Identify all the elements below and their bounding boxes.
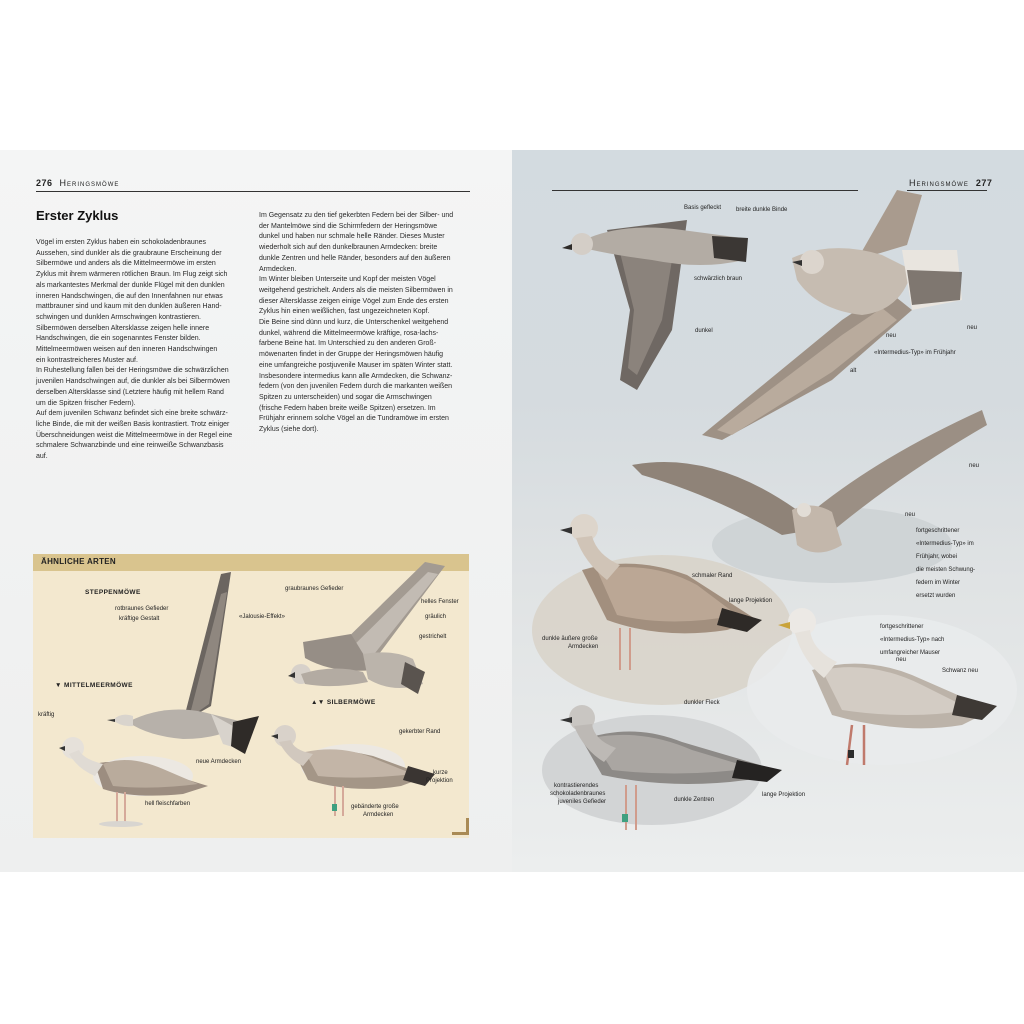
label-basis-gefleckt: Basis gefleckt bbox=[684, 205, 722, 211]
body-text-line: (frische Federn haben breite weiße Spitzen) ersetzen. Im bbox=[259, 404, 436, 412]
label-intermedius-fruehjahr: «Intermedius-Typ» im Frühjahr bbox=[874, 350, 956, 356]
label-gebaenderte: gebänderte große bbox=[351, 804, 399, 810]
body-text-line: inneren Handschwingen, die auf den Innenfahnen nur etwas bbox=[36, 292, 223, 300]
body-text-line: Insbesondere intermedius kann alle Armdecken, die Schwanz- bbox=[259, 372, 453, 380]
body-text-line: dunkel, während die Mittelmeermöwe kräftige, rosa-lachs- bbox=[259, 329, 439, 337]
box-corner-mark bbox=[452, 818, 469, 835]
body-text-line: juvenilen Handschwingen auf, die dunkler als bei Silbermöwen bbox=[36, 378, 230, 386]
similar-species-title: ÄHNLICHE ARTEN bbox=[41, 557, 117, 566]
body-text-line: federn (von den juvenilen Federn durch die markanten weißen bbox=[259, 383, 453, 391]
caption-line: «Intermedius-Typ» im bbox=[916, 541, 974, 547]
caption-line: ersetzt wurden bbox=[916, 593, 956, 599]
caption-line: die meisten Schwung- bbox=[916, 567, 976, 573]
label-gekerbter-rand: gekerbter Rand bbox=[399, 729, 441, 735]
label-kontrast-3: juveniles Gefieder bbox=[558, 799, 607, 805]
label-lange-projektion-1: lange Projektion bbox=[729, 598, 773, 604]
body-text-line: um die Spitzen frischer Federn). bbox=[36, 399, 136, 407]
label-lange-projektion-2: lange Projektion bbox=[762, 792, 806, 798]
book-spread bbox=[0, 150, 1024, 872]
body-text-line: Armdecken. bbox=[259, 265, 297, 273]
right-running-title: Heringsmöwe bbox=[909, 178, 969, 188]
body-text-line: auf. bbox=[36, 453, 48, 461]
body-text-line: farbene Beine hat. Im Unterschied zu den anderen Groß- bbox=[259, 340, 437, 348]
right-page-illustration bbox=[512, 150, 1024, 872]
body-text-line: dunkel und haben nur schmale helle Ränder. Dieses Muster bbox=[259, 233, 445, 241]
label-rotbraunes: rotbraunes Gefieder bbox=[115, 606, 169, 612]
similar-species-illustration bbox=[33, 554, 469, 838]
body-text-line: weitgehend gestrichelt. Anders als die meisten Silbermöwen in bbox=[259, 286, 453, 294]
left-running-head bbox=[36, 178, 119, 188]
caption-line: federn im Winter bbox=[916, 580, 961, 586]
label-silbermoewe: ▲▼ SILBERMÖWE bbox=[311, 699, 376, 706]
caption-line: «Intermedius-Typ» nach bbox=[880, 637, 945, 643]
body-text-line: als markantestes Merkmal der dunkle Flügel mit den dunklen bbox=[36, 281, 225, 289]
silbermoewe-standing-bird bbox=[271, 725, 435, 816]
body-text-line: mattbrauner sind und kaum mit den dunklen äußeren Hand- bbox=[36, 303, 222, 311]
label-schwanz-neu: Schwanz neu bbox=[942, 668, 979, 674]
body-text-line: ein kontrastreicheres Muster auf. bbox=[36, 356, 138, 364]
body-text-line: derselben Altersklasse sind (Letztere häufig mit hellem Rand bbox=[36, 388, 224, 396]
body-text-line: In Ruhestellung fallen bei der Heringsmöwe die schwärzlichen bbox=[36, 367, 229, 375]
label-kraeftig: kräftig bbox=[38, 712, 55, 718]
body-text-line: Zyklus (siehe dort). bbox=[259, 426, 319, 434]
label-graeulich: gräulich bbox=[425, 614, 447, 620]
label-armdecken: Armdecken bbox=[363, 812, 394, 818]
caption-line: fortgeschrittener bbox=[880, 624, 924, 630]
body-text-line: Silbermöwe und anders als die Mittelmeermöwe im ersten bbox=[36, 260, 216, 268]
label-projektion: Projektion bbox=[426, 778, 453, 784]
text-column-1 bbox=[36, 238, 250, 463]
right-page bbox=[512, 150, 1024, 872]
label-dunkle-zentren: dunkle Zentren bbox=[674, 797, 715, 803]
label-neue-armdecken: neue Armdecken bbox=[196, 759, 242, 765]
body-text-line: Mittelmeermöwen weisen auf den inneren Handschwingen bbox=[36, 346, 218, 354]
body-text-line: Zyklus mit ihrem wärmeren rötlichen Braun. Im Flug zeigt sich bbox=[36, 271, 228, 279]
label-kontrast-1: kontrastierendes bbox=[554, 783, 599, 789]
body-text-line: möwenarten findet in der Gruppe der Heringsmöwen häufig bbox=[259, 351, 444, 359]
label-steppenmoewe: STEPPENMÖWE bbox=[85, 589, 141, 596]
body-text-line: dieser Altersklasse zeigen einige Vögel zum Ende des ersten bbox=[259, 297, 449, 305]
label-neu-3: neu bbox=[969, 463, 980, 469]
body-text-line: Überschneidungen weist die Mittelmeermöwe in der Regel eine bbox=[36, 431, 233, 439]
body-text-line: Vögel im ersten Zyklus haben ein schokoladenbraunes bbox=[36, 239, 207, 246]
label-dunkler-fleck: dunkler Fleck bbox=[684, 700, 720, 706]
label-jalousie: «Jalousie-Effekt» bbox=[239, 614, 285, 620]
body-text-line: Die Beine sind dünn und kurz, die Unterschenkel weitgehend bbox=[259, 319, 449, 327]
label-kurze: kurze bbox=[433, 770, 448, 776]
caption-line: fortgeschrittener bbox=[916, 528, 960, 534]
caption-line: umfangreicher Mauser bbox=[880, 650, 941, 656]
body-text-line: liche Binde, die mit der weißen Basis kontrastiert. Trotz einiger bbox=[36, 420, 230, 428]
body-text-line: schmalere Schwanzbinde und eine reinweiße Schwanzbasis bbox=[36, 442, 224, 450]
left-running-title: Heringsmöwe bbox=[59, 178, 120, 188]
body-text-line: Spitzen zu unterscheiden) und sogar die Armschwingen bbox=[259, 393, 432, 401]
body-text-line: schwingen und dunklen Armschwingen kontrastieren. bbox=[36, 313, 201, 321]
label-schwaerzlich-braun: schwärzlich braun bbox=[694, 276, 743, 282]
label-mittelmeermoewe: ▼ MITTELMEERMÖWE bbox=[55, 682, 133, 689]
label-neu-2: neu bbox=[967, 325, 978, 331]
label-fortgeschritten-1 bbox=[916, 522, 975, 606]
body-text-line: Im Gegensatz zu den tief gekerbten Federn bei der Silber- und bbox=[259, 212, 454, 219]
label-breite-dunkle-binde: breite dunkle Binde bbox=[736, 207, 788, 213]
caption-line: Frühjahr, wobei bbox=[916, 554, 958, 560]
standing-gull-juvenile-2 bbox=[542, 705, 782, 830]
label-fortgeschritten-2 bbox=[880, 618, 944, 663]
label-helles-fenster: helles Fenster bbox=[421, 599, 459, 605]
body-text-line: Silbermöwen derselben Altersklasse zeigen helle innere bbox=[36, 324, 210, 332]
label-dunkle-aeussere: dunkle äußere große bbox=[542, 636, 598, 642]
mittelmeermoewe-standing-bird bbox=[59, 737, 208, 827]
label-gestrichelt: gestrichelt bbox=[419, 634, 447, 640]
label-dunkel: dunkel bbox=[695, 328, 713, 334]
body-text-line: Frühjahr erinnern solche Vögel an die Tundramöwe im ersten bbox=[259, 415, 449, 423]
label-neu-5: neu bbox=[896, 657, 907, 663]
silbermoewe-flying-bird bbox=[288, 562, 445, 694]
body-text-line: Im Winter bleiben Unterseite und Kopf der meisten Vögel bbox=[259, 276, 436, 284]
body-text-line: eine umfangreiche postjuvenile Mauser im späten Winter statt. bbox=[259, 361, 453, 369]
body-text-line: Auf dem juvenilen Schwanz befindet sich eine breite schwärz- bbox=[36, 410, 228, 418]
flying-gull-2 bbox=[702, 190, 962, 440]
label-graubraunes: graubraunes Gefieder bbox=[285, 586, 344, 592]
label-kontrast-2: schokoladenbraunes bbox=[550, 791, 606, 797]
right-page-number: 277 bbox=[975, 178, 993, 188]
steppenmoewe-flying-bird bbox=[107, 572, 259, 754]
label-alt: alt bbox=[850, 368, 857, 374]
body-text-line: dunkle Zentren und helle Ränder, besonders auf den äußeren bbox=[259, 254, 451, 262]
left-page-number: 276 bbox=[36, 178, 53, 188]
body-text-line: Aussehen, sind dunkler als die graubraune Erscheinung der bbox=[36, 249, 222, 257]
label-hell-fleischfarben: hell fleischfarben bbox=[145, 801, 191, 807]
body-text-line: Zyklus hin einen weißlichen, fast ungezeichneten Kopf. bbox=[259, 308, 430, 316]
label-neu-1: neu bbox=[886, 333, 897, 339]
flying-gull-1 bbox=[562, 220, 748, 390]
left-header-rule bbox=[36, 191, 470, 192]
similar-species-box bbox=[33, 554, 469, 838]
body-text-line: der Mantelmöwe sind die Schirmfedern der Heringsmöwe bbox=[259, 222, 438, 230]
label-schmaler-rand: schmaler Rand bbox=[692, 573, 733, 579]
section-heading: Erster Zyklus bbox=[36, 208, 119, 223]
body-text-line: Handschwingen, die ein sogenanntes Fenster bilden. bbox=[36, 335, 201, 343]
body-text-line: wiederholt sich auf den dunkelbraunen Armdecken: breite bbox=[259, 244, 438, 252]
label-kraeftige: kräftige Gestalt bbox=[119, 616, 160, 622]
text-column-2 bbox=[259, 211, 473, 436]
label-dunkle-armdecken: Armdecken bbox=[568, 644, 599, 650]
left-page bbox=[0, 150, 512, 872]
label-neu-4: neu bbox=[905, 512, 916, 518]
